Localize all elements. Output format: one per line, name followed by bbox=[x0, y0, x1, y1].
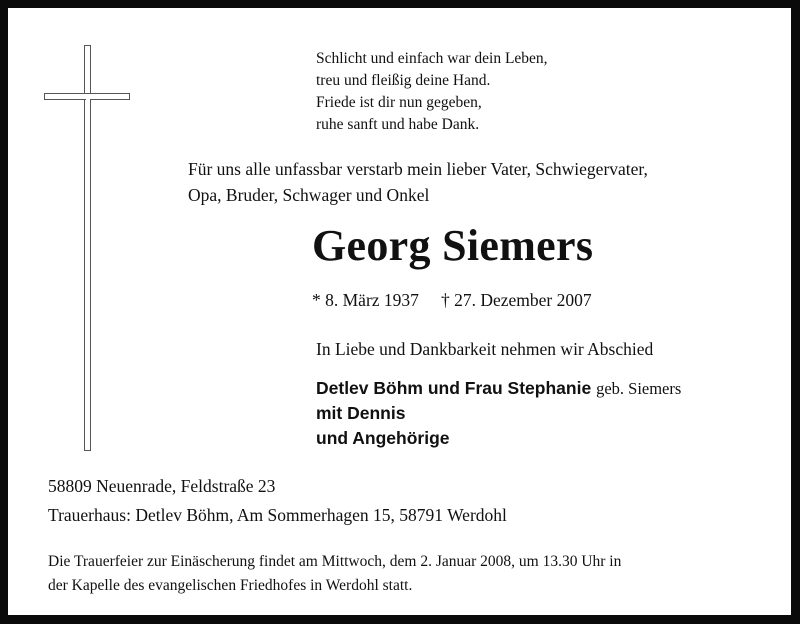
home-address: 58809 Neuenrade, Feldstraße 23 bbox=[48, 476, 276, 496]
ceremony-line: Die Trauerfeier zur Einäscherung findet am Mittwoch, dem 2. Januar 2008, um 13.30 Uhr in bbox=[48, 553, 622, 570]
intro-text bbox=[188, 156, 648, 208]
life-dates bbox=[312, 290, 592, 311]
ceremony-info bbox=[48, 550, 621, 598]
farewell-text: In Liebe und Dankbarkeit nehmen wir Abschied bbox=[316, 339, 654, 359]
birth-date: * 8. März 1937 bbox=[312, 290, 419, 310]
maiden-name: geb. Siemers bbox=[596, 379, 682, 398]
address-block bbox=[48, 472, 507, 530]
mourner-line: mit Dennis bbox=[316, 403, 406, 423]
trauerhaus-address: Trauerhaus: Detlev Böhm, Am Sommerhagen 15, 58791 Werdohl bbox=[48, 505, 507, 525]
latin-cross-icon bbox=[44, 45, 130, 451]
poem-line: Friede ist dir nun gegeben, bbox=[316, 94, 482, 111]
mourners bbox=[316, 376, 681, 451]
poem-line: treu und fleißig deine Hand. bbox=[316, 72, 491, 89]
mourner-line: und Angehörige bbox=[316, 428, 450, 448]
intro-line: Für uns alle unfassbar verstarb mein lieber Vater, Schwiegervater, bbox=[188, 159, 648, 179]
ceremony-line: der Kapelle des evangelischen Friedhofes in Werdohl statt. bbox=[48, 577, 413, 594]
intro-line: Opa, Bruder, Schwager und Onkel bbox=[188, 185, 430, 205]
deceased-name: Georg Siemers bbox=[312, 221, 594, 270]
poem-line: Schlicht und einfach war dein Leben, bbox=[316, 50, 548, 67]
mourner-line: Detlev Böhm und Frau Stephanie bbox=[316, 378, 592, 398]
death-date: † 27. Dezember 2007 bbox=[440, 290, 592, 310]
poem bbox=[316, 48, 548, 136]
poem-line: ruhe sanft und habe Dank. bbox=[316, 116, 480, 133]
